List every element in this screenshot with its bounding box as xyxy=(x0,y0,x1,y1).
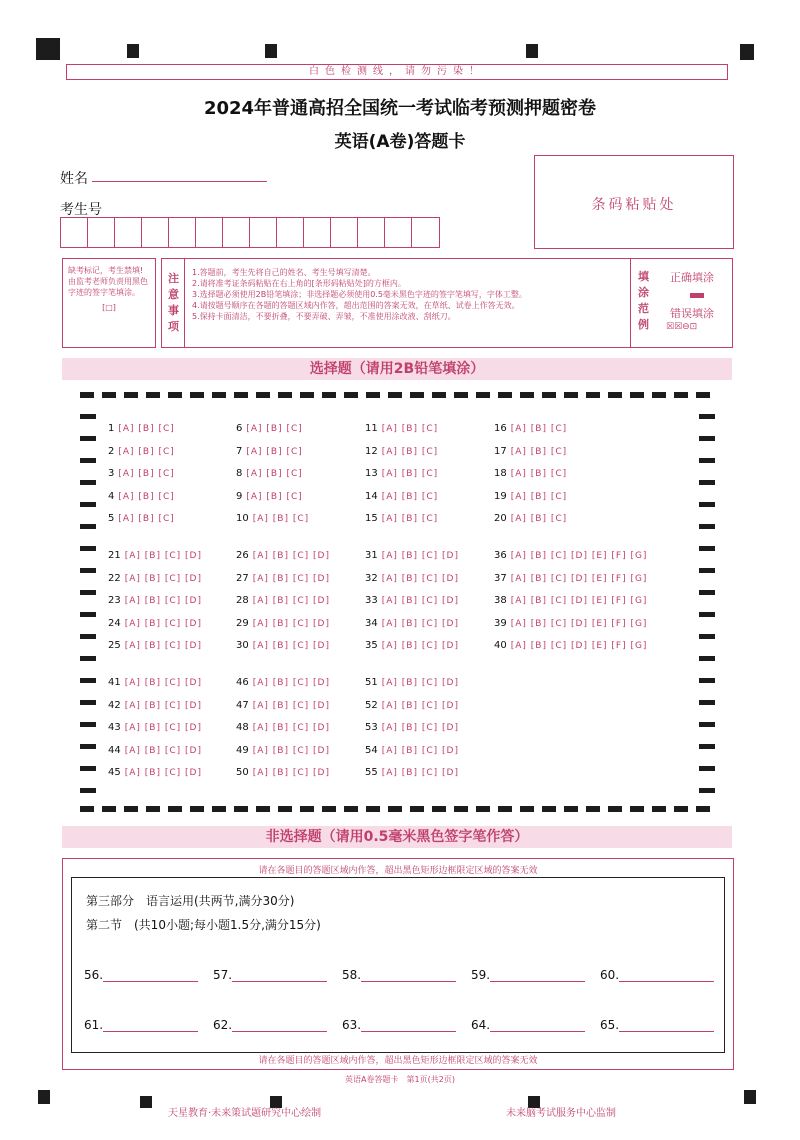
timing-dash xyxy=(344,392,358,398)
timing-dash xyxy=(80,744,96,749)
timing-mark xyxy=(526,44,538,58)
name-field[interactable] xyxy=(92,180,267,182)
answer-options[interactable]: [A] [B] [C] [D] xyxy=(252,551,330,561)
timing-dash xyxy=(542,392,556,398)
answer-options[interactable]: [A] [B] [C] [D] xyxy=(252,618,330,629)
timing-dash xyxy=(699,766,715,771)
timing-dash xyxy=(80,612,96,617)
blank-58[interactable]: 58. xyxy=(342,968,456,982)
answer-options[interactable]: [A] [B] [C] [D] xyxy=(381,678,459,688)
question-number: 1 xyxy=(108,423,115,434)
notice-item: 5.保持卡面清洁，不要折叠，不要弄破、弄皱，不准使用涂改液、刮纸刀。 xyxy=(192,312,456,321)
question-number: 9 xyxy=(236,490,243,502)
timing-dash xyxy=(80,502,96,507)
timing-dash xyxy=(699,414,715,419)
timing-dash xyxy=(80,700,96,705)
page-subtitle: 英语(A卷)答题卡 xyxy=(334,132,466,152)
question-number: 40 xyxy=(494,640,507,651)
blank-60[interactable]: 60. xyxy=(600,968,714,982)
timing-dash xyxy=(366,806,380,812)
question-number: 53 xyxy=(365,722,378,733)
timing-mark xyxy=(127,44,139,58)
timing-dash xyxy=(256,806,270,812)
timing-dash xyxy=(80,766,96,771)
notice-box xyxy=(161,258,733,348)
timing-mark xyxy=(740,44,754,60)
blank-61[interactable]: 61. xyxy=(84,1018,198,1032)
timing-dash xyxy=(80,568,96,573)
timing-dash xyxy=(699,568,715,573)
answer-options[interactable]: [A] [B] [C] [D] xyxy=(124,551,202,561)
timing-mark xyxy=(140,1096,152,1108)
answer-options[interactable]: [A] [B] [C] [D] xyxy=(124,678,202,688)
timing-dash xyxy=(542,806,556,812)
answer-options[interactable]: [A] [B] [C] [D] xyxy=(252,700,330,711)
question-number: 5 xyxy=(108,513,115,524)
timing-dash xyxy=(124,392,138,398)
timing-dash xyxy=(80,656,96,661)
notice-list xyxy=(192,267,612,322)
timing-dash xyxy=(410,806,424,812)
timing-dash xyxy=(344,806,358,812)
answer-options[interactable]: [A] [B] [C] xyxy=(118,514,175,524)
answer-options[interactable]: [A] [B] [C] [D] xyxy=(381,596,459,606)
question-number: 19 xyxy=(494,490,507,502)
answer-options[interactable]: [A] [B] [C] [D] [E] [F] [G] xyxy=(510,573,648,584)
answer-options[interactable]: [A] [B] [C] [D] xyxy=(381,723,459,733)
timing-dash xyxy=(234,806,248,812)
timing-dash xyxy=(212,392,226,398)
timing-dash xyxy=(190,806,204,812)
page-number: 英语A卷答题卡 第1页(共2页) xyxy=(345,1075,455,1084)
timing-dash xyxy=(80,480,96,485)
answer-options[interactable]: [A] [B] [C] xyxy=(118,469,175,479)
answer-options[interactable]: [A] [B] [C] xyxy=(381,446,439,457)
answer-options[interactable]: [A] [B] [C] xyxy=(246,446,303,457)
timing-dash xyxy=(674,392,688,398)
question-number: 6 xyxy=(236,423,243,434)
timing-dash xyxy=(699,678,715,683)
timing-dash xyxy=(322,392,336,398)
answer-options[interactable]: [A] [B] [C] xyxy=(381,424,439,434)
question-number: 26 xyxy=(236,550,249,561)
answer-options[interactable]: [A] [B] [C] [D] xyxy=(252,596,330,606)
timing-mark xyxy=(36,38,60,60)
question-number: 29 xyxy=(236,617,249,629)
timing-dash xyxy=(454,806,468,812)
timing-dash xyxy=(699,744,715,749)
blank-62[interactable]: 62. xyxy=(213,1018,327,1032)
absent-marker-box xyxy=(62,258,156,348)
timing-dash xyxy=(80,458,96,463)
barcode-area xyxy=(534,155,734,249)
notice-title: 注意事项 xyxy=(168,272,179,333)
question-number: 3 xyxy=(108,468,115,479)
timing-dash xyxy=(454,392,468,398)
timing-dash xyxy=(699,634,715,639)
timing-dash xyxy=(80,634,96,639)
answer-options[interactable]: [A] [B] [C] xyxy=(381,514,439,524)
absent-checkbox[interactable]: [□] xyxy=(102,303,116,312)
timing-dash xyxy=(212,806,226,812)
timing-dash xyxy=(432,806,446,812)
timing-dash xyxy=(80,722,96,727)
answer-options[interactable]: [A] [B] [C] [D] xyxy=(124,745,202,756)
answer-options[interactable]: [A] [B] [C] [D] [E] [F] [G] xyxy=(510,551,648,561)
answer-options[interactable]: [A] [B] [C] [D] xyxy=(124,700,202,711)
answer-options[interactable]: [A] [B] [C] [D] [E] [F] [G] xyxy=(510,641,648,651)
timing-dash xyxy=(476,392,490,398)
answer-options[interactable]: [A] [B] [C] [D] [E] [F] [G] xyxy=(510,596,648,606)
answer-options[interactable]: [A] [B] [C] xyxy=(118,446,175,457)
question-number: 46 xyxy=(236,677,249,688)
timing-dash xyxy=(80,436,96,441)
timing-dash xyxy=(630,392,644,398)
question-number: 4 xyxy=(108,490,115,502)
page-title: 2024年普通高招全国统一考试临考预测押题密卷 xyxy=(203,98,597,119)
notice-item: 3.选择题必须使用2B铅笔填涂；非选择题必须使用0.5毫米黑色字迹的签字笔填写，字体工整。 xyxy=(192,290,527,299)
answer-options[interactable]: [A] [B] [C] [D] xyxy=(124,573,202,584)
answer-options[interactable]: [A] [B] [C] [D] xyxy=(381,573,459,584)
part-title: 第三部分 语言运用(共两节,满分30分) xyxy=(86,894,295,908)
question-number: 8 xyxy=(236,468,243,479)
timing-dash xyxy=(699,612,715,617)
fill-correct-sample xyxy=(690,293,704,298)
question-number: 34 xyxy=(365,617,378,629)
answer-options[interactable]: [A] [B] [C] [D] xyxy=(381,551,459,561)
timing-dash xyxy=(300,806,314,812)
question-number: 24 xyxy=(108,617,121,629)
question-number: 28 xyxy=(236,595,249,606)
timing-dash xyxy=(699,722,715,727)
timing-dash xyxy=(80,806,94,812)
answer-options[interactable]: [A] [B] [C] [D] xyxy=(381,700,459,711)
timing-dash xyxy=(124,806,138,812)
answer-options[interactable]: [A] [B] [C] xyxy=(381,491,439,502)
answer-options[interactable]: [A] [B] [C] [D] xyxy=(381,641,459,651)
timing-dash xyxy=(80,678,96,683)
question-number: 38 xyxy=(494,595,507,606)
question-number: 17 xyxy=(494,445,507,457)
answer-options[interactable]: [A] [B] [C] [D] xyxy=(252,573,330,584)
region-hint-top: 请在各题目的答题区域内作答，超出黑色矩形边框限定区域的答案无效 xyxy=(258,866,538,876)
question-number: 39 xyxy=(494,617,507,629)
question-number: 10 xyxy=(236,513,249,524)
timing-dash xyxy=(432,392,446,398)
nonchoice-section-banner: 非选择题（请用0.5毫米黑色签字笔作答） xyxy=(62,826,732,848)
answer-options[interactable]: [A] [B] [C] xyxy=(252,514,310,524)
fill-wrong-label: 错误填涂 xyxy=(670,307,714,320)
timing-dash xyxy=(696,392,710,398)
timing-dash xyxy=(520,806,534,812)
answer-options[interactable]: [A] [B] [C] xyxy=(381,469,439,479)
answer-options[interactable]: [A] [B] [C] xyxy=(510,491,568,502)
answer-options[interactable]: [A] [B] [C] xyxy=(510,424,568,434)
timing-dash xyxy=(498,806,512,812)
notice-item: 4.请按题号顺序在各题的答题区域内作答，超出范围的答案无效，在草纸、试卷上作答无效。 xyxy=(192,301,520,310)
question-number: 20 xyxy=(494,513,507,524)
choice-section-banner: 选择题（请用2B铅笔填涂） xyxy=(62,358,732,380)
question-number: 31 xyxy=(365,550,378,561)
timing-dash xyxy=(699,502,715,507)
student-id-label: 考生号 xyxy=(60,202,102,218)
timing-dash xyxy=(80,392,94,398)
question-number: 41 xyxy=(108,677,121,688)
timing-dash xyxy=(586,392,600,398)
question-number: 36 xyxy=(494,550,507,561)
timing-dash xyxy=(652,806,666,812)
answer-options[interactable]: [A] [B] [C] xyxy=(246,424,303,434)
question-number: 51 xyxy=(365,677,378,688)
timing-dash xyxy=(699,590,715,595)
barcode-label: 条码粘贴处 xyxy=(591,197,677,213)
nonchoice-area xyxy=(62,858,734,1070)
answer-options[interactable]: [A] [B] [C] [D] xyxy=(252,678,330,688)
timing-mark xyxy=(265,44,277,58)
timing-dash xyxy=(102,392,116,398)
blank-64[interactable]: 64. xyxy=(471,1018,585,1032)
blank-65[interactable]: 65. xyxy=(600,1018,714,1032)
question-number: 12 xyxy=(365,445,378,457)
timing-dash xyxy=(498,392,512,398)
question-number: 37 xyxy=(494,572,507,584)
timing-dash xyxy=(476,806,490,812)
question-number: 35 xyxy=(365,640,378,651)
student-id-boxes[interactable] xyxy=(60,217,440,248)
timing-dash xyxy=(652,392,666,398)
timing-dash xyxy=(608,806,622,812)
name-label: 姓名 xyxy=(60,171,88,187)
question-number: 33 xyxy=(365,595,378,606)
question-number: 45 xyxy=(108,767,121,778)
timing-dash xyxy=(80,788,96,793)
timing-dash xyxy=(630,806,644,812)
blank-56[interactable]: 56. xyxy=(84,968,198,982)
timing-dash xyxy=(699,524,715,529)
question-number: 16 xyxy=(494,423,507,434)
question-number: 52 xyxy=(365,699,378,711)
answer-box xyxy=(71,877,725,1053)
answer-options[interactable]: [A] [B] [C] xyxy=(510,469,568,479)
answer-options[interactable]: [A] [B] [C] [D] xyxy=(124,768,202,778)
question-number: 13 xyxy=(365,468,378,479)
answer-options[interactable]: [A] [B] [C] xyxy=(118,424,175,434)
timing-dash xyxy=(696,806,710,812)
question-number: 44 xyxy=(108,744,121,756)
timing-dash xyxy=(278,806,292,812)
answer-options[interactable]: [A] [B] [C] [D] xyxy=(252,745,330,756)
answer-options[interactable]: [A] [B] [C] [D] xyxy=(124,596,202,606)
timing-dash xyxy=(80,524,96,529)
timing-dash xyxy=(80,590,96,595)
question-number: 27 xyxy=(236,572,249,584)
answer-options[interactable]: [A] [B] [C] [D] xyxy=(381,618,459,629)
timing-dash xyxy=(388,392,402,398)
cut-line-notice: 白色检测线，请勿污染！ xyxy=(66,64,728,80)
question-number: 21 xyxy=(108,550,121,561)
blank-57[interactable]: 57. xyxy=(213,968,327,982)
answer-options[interactable]: [A] [B] [C] xyxy=(510,514,568,524)
timing-dash xyxy=(300,392,314,398)
absent-note: 缺考标记，考生禁填!由监考老师负责用黑色字迹的签字笔填涂。 xyxy=(68,266,148,297)
question-number: 23 xyxy=(108,595,121,606)
question-number: 15 xyxy=(365,513,378,524)
timing-dash xyxy=(699,436,715,441)
question-number: 55 xyxy=(365,767,378,778)
timing-dash xyxy=(366,392,380,398)
question-number: 2 xyxy=(108,445,115,457)
answer-options[interactable]: [A] [B] [C] [D] xyxy=(252,641,330,651)
region-hint-bottom: 请在各题目的答题区域内作答，超出黑色矩形边框限定区域的答案无效 xyxy=(258,1056,538,1066)
notice-item: 1.答题前，考生先将自己的姓名、考生号填写清楚。 xyxy=(192,268,376,277)
question-number: 14 xyxy=(365,490,378,502)
answer-options[interactable]: [A] [B] [C] [D] xyxy=(124,723,202,733)
question-number: 47 xyxy=(236,699,249,711)
timing-dash xyxy=(410,392,424,398)
question-number: 50 xyxy=(236,767,249,778)
question-number: 18 xyxy=(494,468,507,479)
timing-dash xyxy=(586,806,600,812)
question-number: 32 xyxy=(365,572,378,584)
blank-59[interactable]: 59. xyxy=(471,968,585,982)
timing-dash xyxy=(699,656,715,661)
timing-dash xyxy=(520,392,534,398)
timing-dash xyxy=(80,414,96,419)
section-title: 第二节 (共10小题;每小题1.5分,满分15分) xyxy=(86,918,321,932)
fill-example-title: 填涂范例 xyxy=(638,270,649,331)
timing-dash xyxy=(278,392,292,398)
fill-wrong-sample: ☒☒⊖⊡ xyxy=(666,322,698,332)
answer-options[interactable]: [A] [B] [C] [D] xyxy=(381,745,459,756)
timing-dash xyxy=(256,392,270,398)
question-number: 7 xyxy=(236,445,243,457)
question-number: 49 xyxy=(236,744,249,756)
timing-dash xyxy=(168,392,182,398)
timing-dash xyxy=(102,806,116,812)
timing-dash xyxy=(564,806,578,812)
timing-dash xyxy=(322,806,336,812)
timing-dash xyxy=(146,806,160,812)
timing-dash xyxy=(699,788,715,793)
footer-left: 天星教育·未来策试题研究中心绘制 xyxy=(168,1108,322,1119)
question-number: 54 xyxy=(365,744,378,756)
question-number: 25 xyxy=(108,640,121,651)
answer-options[interactable]: [A] [B] [C] xyxy=(510,446,568,457)
timing-mark xyxy=(744,1090,756,1104)
answer-options[interactable]: [A] [B] [C] [D] xyxy=(124,641,202,651)
timing-dash xyxy=(608,392,622,398)
answer-options[interactable]: [A] [B] [C] [D] xyxy=(381,768,459,778)
question-number: 43 xyxy=(108,722,121,733)
blank-63[interactable]: 63. xyxy=(342,1018,456,1032)
answer-options[interactable]: [A] [B] [C] xyxy=(118,491,175,502)
question-number: 42 xyxy=(108,699,121,711)
timing-dash xyxy=(699,458,715,463)
choice-answer-frame xyxy=(80,392,715,812)
timing-dash xyxy=(674,806,688,812)
fill-correct-label: 正确填涂 xyxy=(670,271,714,284)
answer-options[interactable]: [A] [B] [C] [D] [E] [F] [G] xyxy=(510,618,648,629)
notice-item: 2.请将准考证条码粘贴在右上角的[条形码粘贴处]的方框内。 xyxy=(192,279,406,288)
timing-dash xyxy=(146,392,160,398)
question-number: 48 xyxy=(236,722,249,733)
timing-dash xyxy=(168,806,182,812)
question-number: 11 xyxy=(365,423,378,434)
answer-options[interactable]: [A] [B] [C] xyxy=(246,469,303,479)
answer-options[interactable]: [A] [B] [C] [D] xyxy=(252,768,330,778)
timing-mark xyxy=(38,1090,50,1104)
timing-dash xyxy=(388,806,402,812)
timing-dash xyxy=(699,700,715,705)
timing-dash xyxy=(699,480,715,485)
question-number: 30 xyxy=(236,640,249,651)
timing-dash xyxy=(234,392,248,398)
answer-options[interactable]: [A] [B] [C] xyxy=(246,491,303,502)
timing-dash xyxy=(80,546,96,551)
question-number: 22 xyxy=(108,572,121,584)
timing-dash xyxy=(699,546,715,551)
timing-dash xyxy=(564,392,578,398)
answer-options[interactable]: [A] [B] [C] [D] xyxy=(252,723,330,733)
answer-options[interactable]: [A] [B] [C] [D] xyxy=(124,618,202,629)
footer-right: 未来脑考试服务中心监制 xyxy=(506,1108,616,1119)
timing-dash xyxy=(190,392,204,398)
